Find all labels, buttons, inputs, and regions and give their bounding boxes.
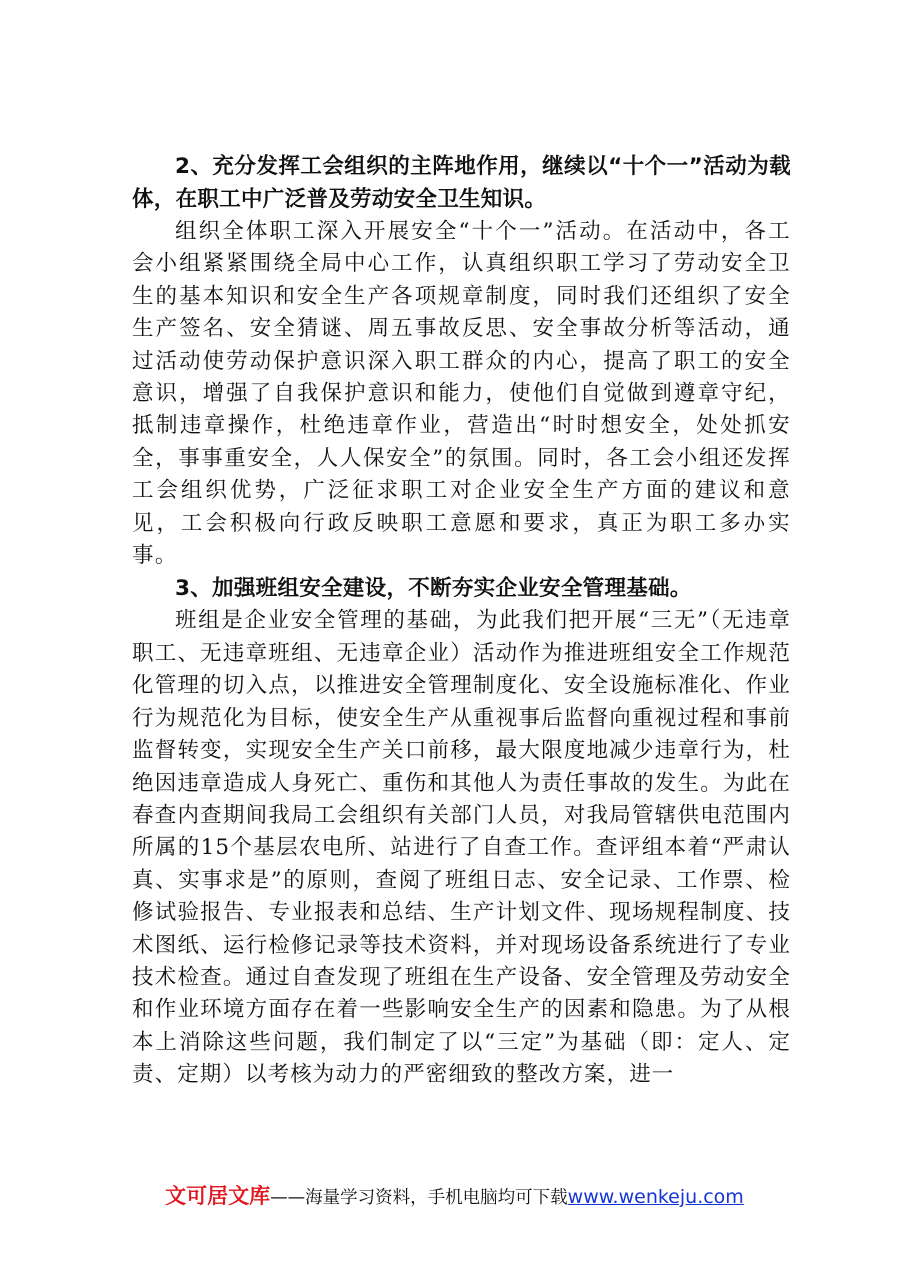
footer-site-link[interactable]: www.wenkeju.com <box>567 1186 744 1208</box>
footer-brand: 文可居文库 <box>165 1184 271 1208</box>
paragraph-team-safety: 班组是企业安全管理的基础，为此我们把开展“三无”（无违章职工、无违章班组、无违章企业）活动作为推进班组安全工作规范化管理的切入点，以推进安全管理制度化、安全设施标准化、作业行为规范化为目标，使安全生产从重视事后监督向重视过程和事前监督转变，实现安全生产关口前移，最大限度地减少违章行为，杜绝因违章造成人身死亡、重伤和其他人为责任事故的发生。为此在春查内查期间我局工会组织有关部门人员，对我局管辖供电范围内所属的15个基层农电所、站进行了自查工作。查评组本着“严肃认真、实事求是”的原则，查阅了班组日志、安全记录、工作票、检修试验报告、专业报表和总结、生产计划文件、现场规程制度、技术图纸、运行检修记录等技术资料，并对现场设备系统进行了专业技术检查。通过自查发现了班组在生产设备、安全管理及劳动安全和作业环境方面存在着一些影响安全生产的因素和隐患。为了从根本上消除这些问题，我们制定了以“三定”为基础（即：定人、定责、定期）以考核为动力的严密细致的整改方案，进一 <box>132 608 791 1088</box>
paragraph-ten-ones-activity: 组织全体职工深入开展安全“十个一”活动。在活动中，各工会小组紧紧围绕全局中心工作，认真组织职工学习了劳动安全卫生的基本知识和安全生产各项规章制度，同时我们还组织了安全生产签名、安全猜谜、周五事故反思、安全事故分析等活动，通过活动使劳动保护意识深入职工群众的内心，提高了职工的安全意识，增强了自我保护意识和能力，使他们自觉做到遵章守纪，抵制违章操作，杜绝违章作业，营造出“时时想安全，处处抓安全，事事重安全，人人保安全”的氛围。同时，各工会小组还发挥工会组织优势，广泛征求职工对企业安全生产方面的建议和意见，工会积极向行政反映职工意愿和要求，真正为职工多办实事。 <box>132 219 791 569</box>
section-heading-2: 2、充分发挥工会组织的主阵地作用，继续以“十个一”活动为载体，在职工中广泛普及劳动安全卫生知识。 <box>132 154 791 212</box>
footer-tagline: ——海量学习资料，手机电脑均可下载 <box>270 1188 568 1208</box>
section-heading-3: 3、加强班组安全建设，不断夯实企业安全管理基础。 <box>175 576 692 602</box>
footer-banner <box>0 1180 909 1210</box>
